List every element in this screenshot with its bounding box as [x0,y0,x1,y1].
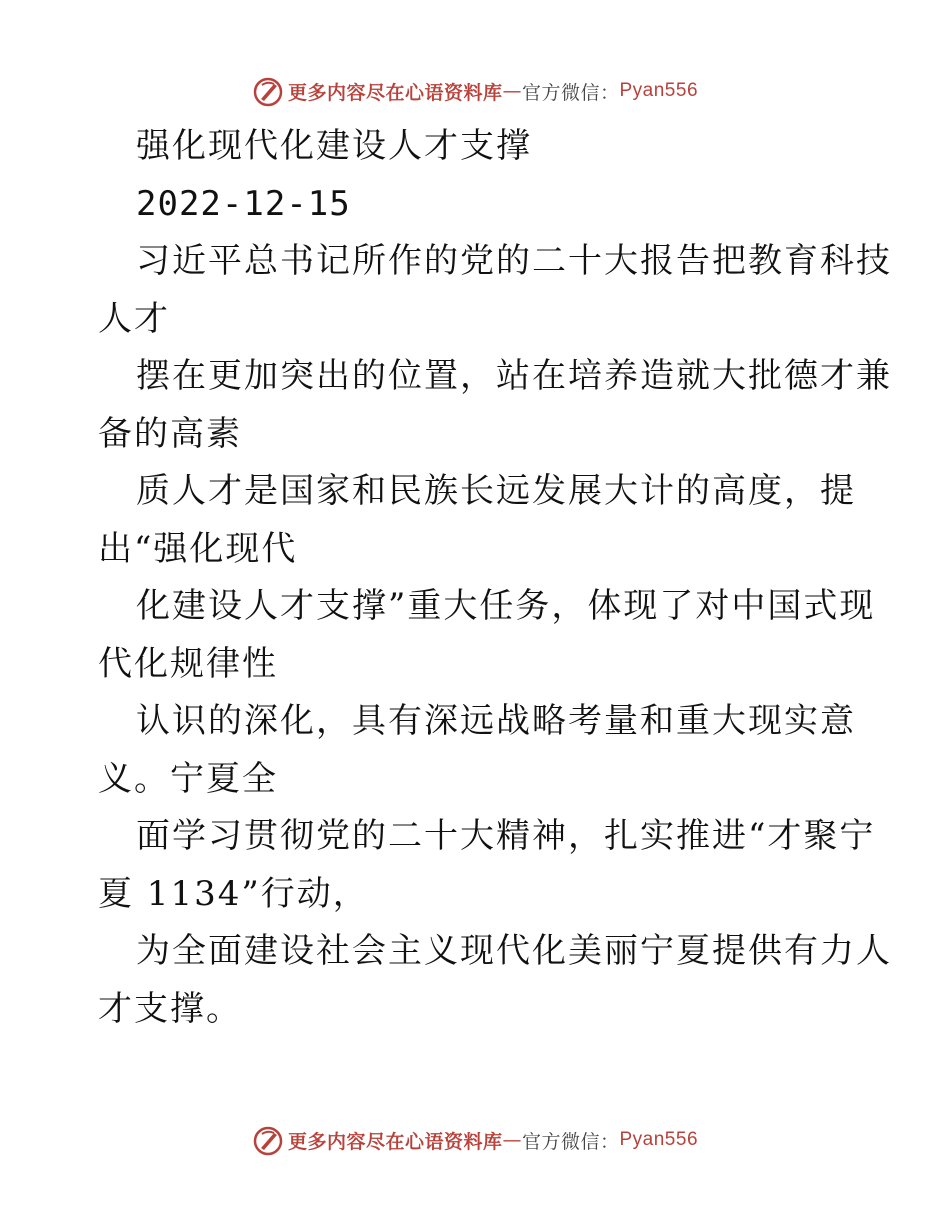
banner-main-text: 更多内容尽在心语资料库 [287,81,503,104]
paragraph-line: 人才 [98,298,170,339]
banner-dash: — [502,1129,522,1151]
header-banner [0,71,950,111]
banner-main-text: 更多内容尽在心语资料库 [287,1130,503,1153]
banner-wechat-id: Pyan556 [619,80,699,101]
paragraph-line: 为全面建设社会主义现代化美丽宁夏提供有力人 [136,931,892,971]
paragraph-line: 摆在更加突出的位置，站在培养造就大批德才兼 [136,356,892,396]
paragraph-line: 义。宁夏全 [98,758,278,799]
paragraph-line: 备的高素 [98,413,242,454]
banner-wechat-id: Pyan556 [619,1129,699,1150]
quill-pen-logo-icon [252,75,284,107]
paragraph-line: 才支撑。 [98,988,242,1029]
document-date: 2022-12-15 [136,183,351,224]
banner-dash: — [502,80,522,102]
paragraph-line: 代化规律性 [98,643,278,684]
paragraph-line: 夏 1134”行动， [98,873,369,914]
paragraph-line: 质人才是国家和民族长远发展大计的高度，提 [136,471,856,511]
paragraph-line: 化建设人才支撑”重大任务，体现了对中国式现 [136,586,876,626]
paragraph-line: 出“强化现代 [98,528,298,569]
quill-pen-logo-icon [252,1124,284,1156]
document-title: 强化现代化建设人才支撑 [136,126,532,166]
paragraph-line: 面学习贯彻党的二十大精神，扎实推进“才聚宁 [136,816,876,856]
footer-banner [0,1120,950,1160]
banner-wechat-label: 官方微信： [521,1130,620,1153]
banner-wechat-label: 官方微信： [521,81,620,104]
paragraph-line: 认识的深化，具有深远战略考量和重大现实意 [136,701,856,741]
paragraph-line: 习近平总书记所作的党的二十大报告把教育科技 [136,241,892,281]
document-body [98,118,892,1038]
